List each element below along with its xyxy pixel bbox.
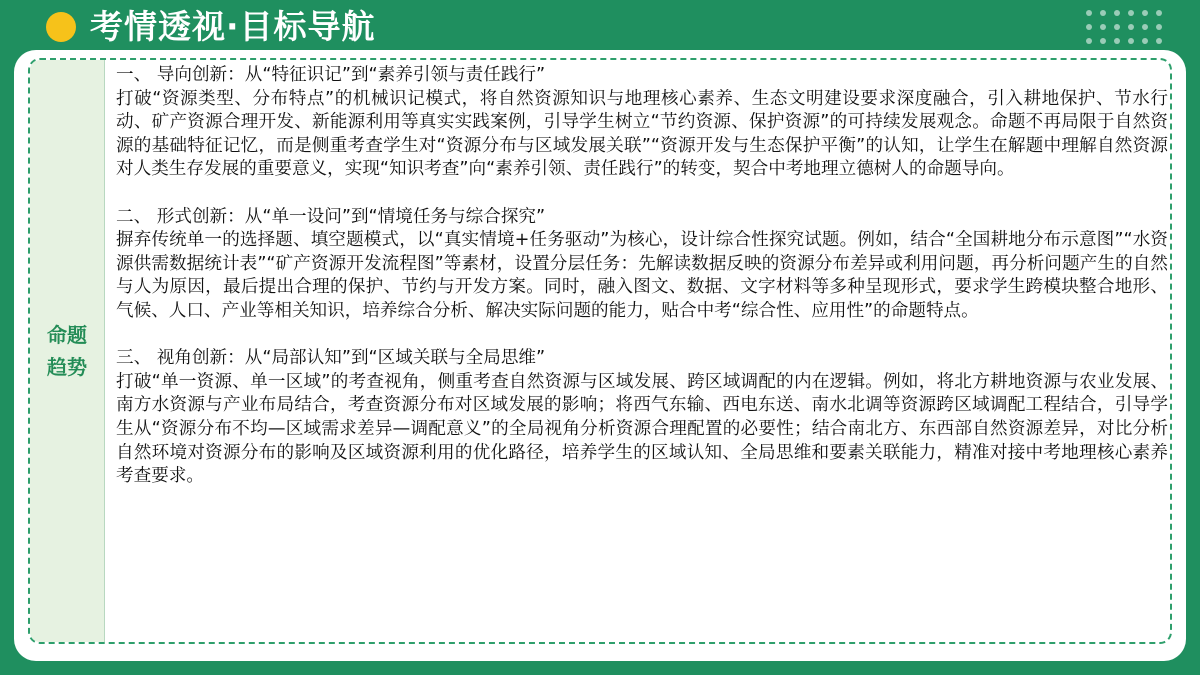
section-2-body: 摒弃传统单一的选择题、填空题模式，以“真实情境+任务驱动”为核心，设计综合性探究试题。例如，结合“全国耕地分布示意图”“水资源供需数据统计表”“矿产资源开发流程图”等素材，设置分层任务：先解读数据反映的资源分布差异或利用问题，再分析问题产生的自然与人为原因，最后提出合理的保护、节约与开发方案。同时，融入图文、数据、文字材料等多种呈现形式，要求学生跨模块整合地形、气候、人口、产业等相关知识，培养综合分析、解决实际问题的能力，贴合中考“综合性、应用性”的命题特点。	[116, 230, 1168, 321]
content-card	[14, 50, 1186, 661]
section-1-heading: 一、 导向创新：从“特征识记”到“素养引领与责任践行”	[116, 65, 546, 85]
section-3-heading: 三、 视角创新：从“局部认知”到“区域关联与全局思维”	[116, 348, 546, 369]
section-spacer	[116, 324, 1168, 348]
decorative-dot-grid-icon	[1086, 10, 1164, 46]
title-bullet-icon	[46, 12, 76, 42]
sidebar	[30, 60, 105, 642]
content-body	[116, 64, 1168, 489]
section-3-body: 打破“单一资源、单一区域”的考查视角，侧重考查自然资源与区域发展、跨区域调配的内在逻辑。例如，将北方耕地资源与农业发展、南方水资源与产业布局结合，考查资源分布对区域发展的影响；将西气东输、西电东送、南水北调等资源跨区域调配工程结合，引导学生从“资源分布不均—区域需求差异—调配意义”的全局视角分析资源合理配置的必要性；结合南北方、东西部自然资源差异，对比分析自然环境对资源分布的影响及区域资源利用的优化路径，培养学生的区域认知、全局思维和要素关联能力，精准对接中考地理核心素养考查要求。	[116, 371, 1168, 487]
page-title: 考情透视·目标导航	[90, 7, 376, 46]
sidebar-label: 命题趋势	[47, 323, 87, 379]
section-2-heading: 二、 形式创新：从“单一设问”到“情境任务与综合探究”	[116, 206, 546, 227]
section-spacer	[116, 182, 1168, 206]
section-1-body: 打破“资源类型、分布特点”的机械识记模式，将自然资源知识与地理核心素养、生态文明建设要求深度融合，引入耕地保护、节水行动、矿产资源合理开发、新能源利用等真实实践案例，引导学生树立“节约资源、保护资源”的可持续发展观念。命题不再局限于自然资源的基础特征记忆，而是侧重考查学生对“资源分布与区域发展关联”“资源开发与生态保护平衡”的认知，让学生在解题中理解自然资源对人类生存发展的重要意义，实现“知识考查”向“素养引领、责任践行”的转变，契合中考地理立德树人的命题导向。	[116, 88, 1168, 180]
content-frame	[28, 58, 1172, 644]
